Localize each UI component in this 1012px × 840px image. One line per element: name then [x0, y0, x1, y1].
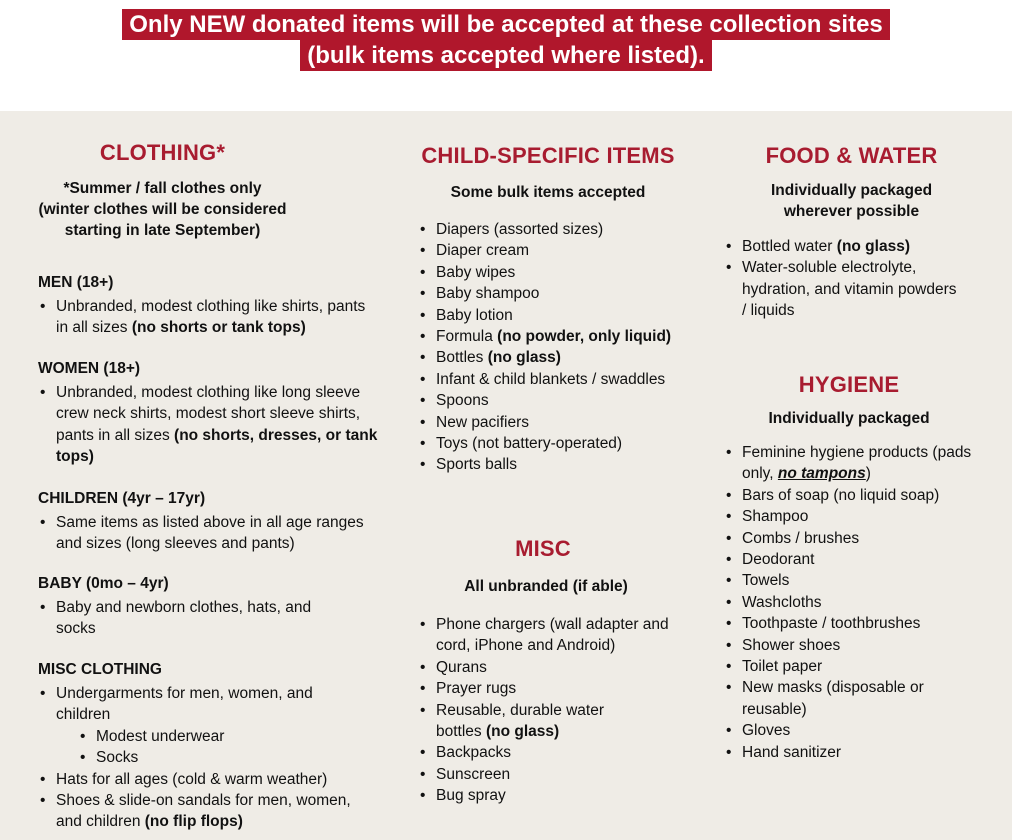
item-bold: (no shorts, dresses, or tank tops) — [56, 426, 378, 466]
food-note-line: Individually packaged — [770, 182, 933, 199]
list-item: • Toilet paper — [724, 656, 994, 677]
list-item: • Deodorant — [724, 549, 994, 570]
list-item: • Washcloths — [724, 592, 994, 613]
banner — [0, 9, 1012, 71]
list-item: • Water-soluble electrolyte, hydration, and vitamin powders / liquids — [724, 257, 964, 321]
clothing-note — [30, 178, 295, 241]
baby-list — [38, 597, 348, 640]
list-item: • Shampoo — [724, 506, 994, 527]
list-item — [724, 442, 972, 485]
list-item: • Sunscreen — [418, 764, 688, 785]
list-item — [418, 700, 646, 743]
list-item: • Diapers (assorted sizes) — [418, 219, 718, 240]
women-list — [38, 382, 378, 468]
list-item: • Baby and newborn clothes, hats, and socks — [38, 597, 348, 640]
misc-clothing-title: MISC CLOTHING — [38, 661, 162, 678]
item-text: Reusable, durable water bottles — [436, 701, 605, 741]
donation-panel — [0, 111, 1012, 840]
item-text: ) — [865, 465, 871, 483]
list-item: • Baby lotion — [418, 305, 718, 326]
list-item: • Baby shampoo — [418, 283, 718, 304]
list-item: • Toys (not battery-operated) — [418, 433, 718, 454]
list-item: • Infant & child blankets / swaddles — [418, 369, 718, 390]
item-text: Shoes & slide-on sandals for men, women, and children — [56, 792, 351, 831]
misc-list — [418, 614, 688, 807]
item-text: Formula — [436, 328, 498, 346]
clothing-heading: CLOTHING* — [99, 140, 226, 165]
baby-title: BABY (0mo – 4yr) — [38, 575, 169, 592]
men-title: MEN (18+) — [38, 274, 114, 291]
misc-heading: MISC — [515, 536, 571, 561]
item-bold: (no shorts or tank tops) — [131, 319, 306, 337]
men-list — [38, 296, 378, 339]
list-item: • Qurans — [418, 657, 688, 678]
list-item: • Shower shoes — [724, 635, 994, 656]
list-item — [38, 790, 356, 833]
list-item: • Same items as listed above in all age ranges and sizes (long sleeves and pants) — [38, 512, 378, 555]
hygiene-heading: HYGIENE — [798, 372, 900, 397]
item-text: Unbranded, modest clothing like shirts, pants in all sizes — [56, 298, 366, 337]
food-heading: FOOD & WATER — [765, 143, 938, 168]
item-bold: (no powder, only liquid) — [497, 328, 672, 346]
list-item: • Phone chargers (wall adapter and cord, iPhone and Android) — [418, 614, 688, 657]
item-text: Unbranded, modest clothing like long sleeve crew neck shirts, modest short sleeve shirts, pants in all sizes — [56, 384, 361, 444]
list-item: • Combs / brushes — [724, 528, 994, 549]
hygiene-list — [724, 442, 994, 763]
list-item: • Baby wipes — [418, 262, 718, 283]
hygiene-note: Individually packaged — [768, 410, 930, 427]
misc-note: All unbranded (if able) — [464, 578, 628, 595]
list-item — [724, 236, 964, 257]
children-title: CHILDREN (4yr – 17yr) — [38, 490, 206, 507]
list-item: • Hats for all ages (cold & warm weather) — [38, 769, 378, 790]
list-item — [418, 347, 718, 368]
child-note: Some bulk items accepted — [450, 184, 646, 201]
list-item: • Spoons — [418, 390, 718, 411]
list-item: • New masks (disposable or reusable) — [724, 677, 982, 720]
list-item-nested: • Socks — [38, 747, 378, 768]
list-item — [418, 326, 718, 347]
list-item: • Bars of soap (no liquid soap) — [724, 485, 994, 506]
child-heading: CHILD-SPECIFIC ITEMS — [421, 143, 675, 168]
child-list — [418, 219, 718, 476]
item-text: Bottles — [436, 349, 488, 367]
item-bold: (no flip flops) — [144, 813, 243, 831]
item-bold: (no glass) — [836, 238, 910, 255]
list-item: • New pacifiers — [418, 412, 718, 433]
banner-line-2: (bulk items accepted where listed). — [300, 40, 711, 71]
list-item: • Prayer rugs — [418, 678, 688, 699]
list-item: • Toothpaste / toothbrushes — [724, 613, 994, 634]
list-item: • Backpacks — [418, 742, 688, 763]
item-text: Feminine hygiene products (pads only, — [742, 444, 972, 483]
item-bold: (no glass) — [487, 349, 561, 367]
list-item-nested: • Modest underwear — [38, 726, 378, 747]
list-item — [38, 382, 378, 468]
item-bold: (no glass) — [485, 723, 560, 741]
list-item: • Undergarments for men, women, and children — [38, 683, 356, 726]
list-item: • Diaper cream — [418, 240, 718, 261]
misc-clothing-list — [38, 683, 378, 833]
food-note — [724, 180, 979, 222]
food-list — [724, 236, 964, 322]
banner-line-1: Only NEW donated items will be accepted at these collection sites — [122, 9, 890, 40]
list-item: • Towels — [724, 570, 994, 591]
women-title: WOMEN (18+) — [38, 360, 141, 377]
children-list — [38, 512, 378, 555]
list-item: • Bug spray — [418, 785, 688, 806]
clothing-note-line: starting in late September) — [64, 222, 261, 239]
list-item: • Hand sanitizer — [724, 742, 994, 763]
item-emphasis: no tampons — [777, 465, 866, 483]
item-text: Bottled water — [742, 238, 837, 255]
list-item: • Sports balls — [418, 454, 718, 475]
clothing-note-line: (winter clothes will be considered — [38, 201, 287, 218]
clothing-note-line: *Summer / fall clothes only — [63, 180, 262, 197]
food-note-line: wherever possible — [783, 203, 920, 220]
list-item — [38, 296, 378, 339]
list-item: • Gloves — [724, 720, 994, 741]
